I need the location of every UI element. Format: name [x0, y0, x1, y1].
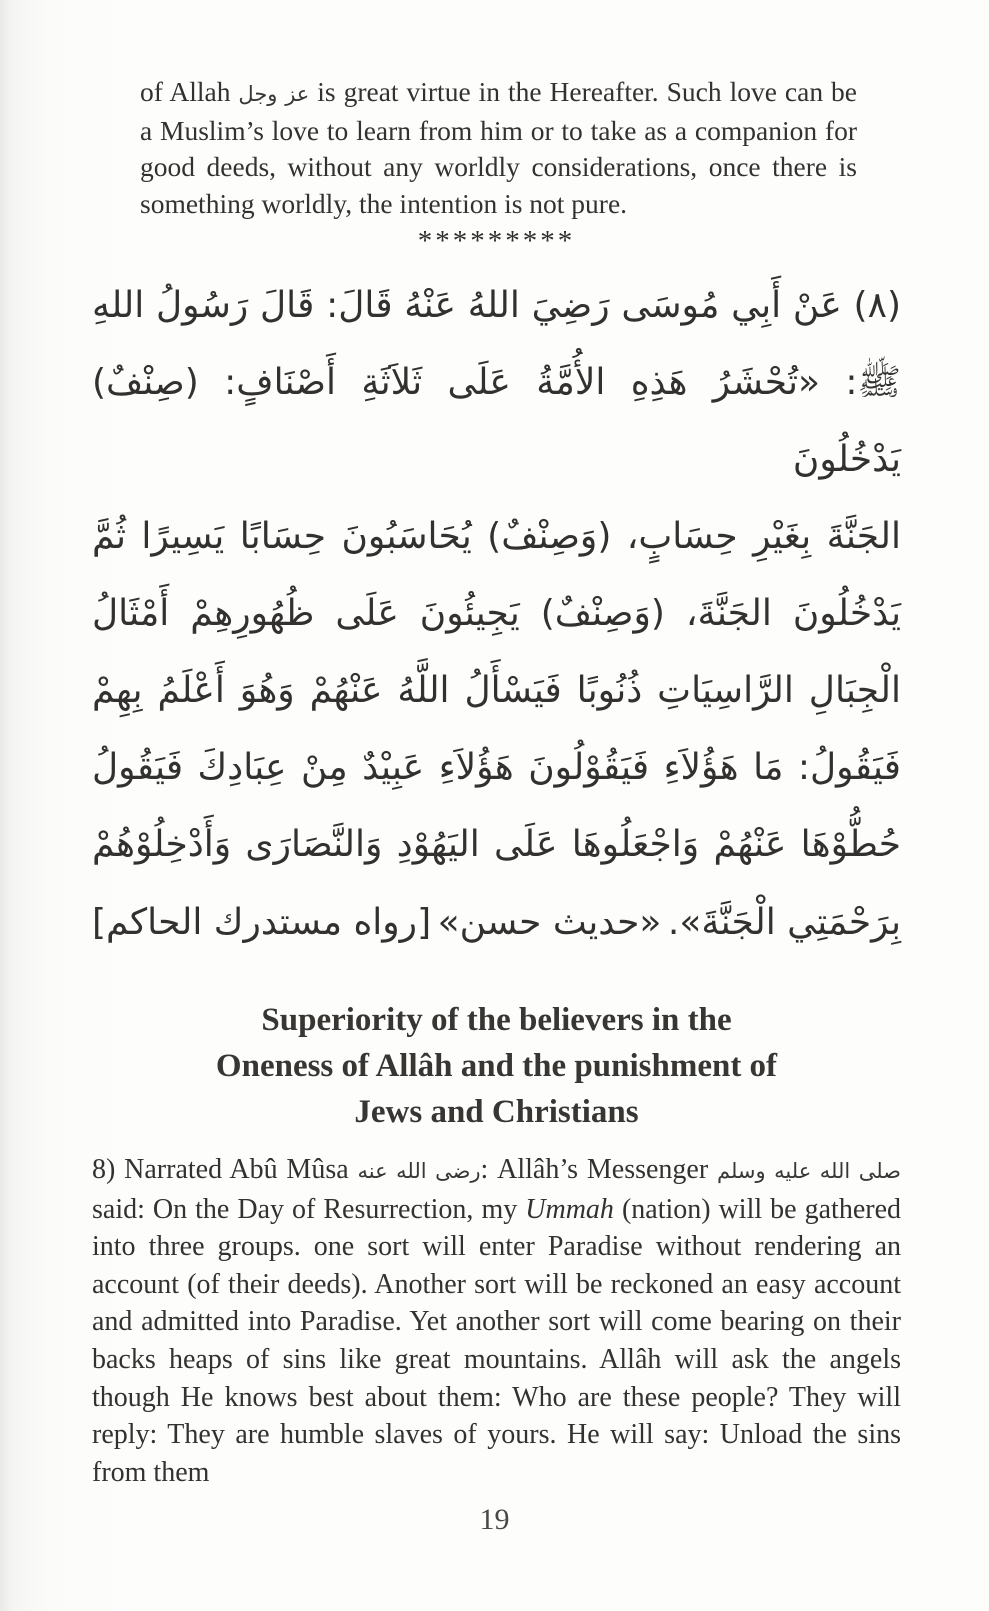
hadith-arabic-line: يَدْخُلُونَ الجَنَّةَ، (وَصِنْفٌ) يَجِيئُونَ عَلَى ظُهُورِهِمْ أَمْثَالُ — [92, 593, 901, 634]
hadith-arabic-block — [92, 267, 901, 963]
intro-text-start: of Allah — [140, 76, 239, 107]
hadith-arabic-line: فَيَقُولُ: مَا هَؤُلاَءِ فَيَقُوْلُونَ هَؤُلاَءِ عَبِيْدٌ مِنْ عِبَادِكَ فَيَقُولُ — [92, 747, 901, 788]
translation-text: 8) Narrated Abû Mûsa — [92, 1154, 358, 1185]
hadith-arabic-line: ﷺ: «تُحْشَرُ هَذِهِ الأُمَّةُ عَلَى ثَلاَثَةِ أَصْنَافٍ: (صِنْفٌ) يَدْخُلُونَ — [92, 362, 901, 480]
intro-text-end: is great virtue in the Hereafter. Such love can be a Muslim’s love to learn from him or to take as a companion for good deeds, without any worldly considerations, once there is something worldly, the intention is not pure. — [140, 76, 857, 219]
arabic-honorific-sallallahu-alayhi-wasallam: صلى الله عليه وسلم — [717, 1159, 901, 1183]
translation-text: : Allâh’s Messenger — [480, 1154, 717, 1185]
hadith-arabic-line: الْجِبَالِ الرَّاسِيَاتِ ذُنُوبًا فَيَسْأَلُ اللَّهُ عَنْهُمْ وَهُوَ أَعْلَمُ بِهِمْ — [92, 670, 901, 711]
section-heading-line: Oneness of Allâh and the punishment of — [215, 1048, 778, 1084]
translation-italic-ummah: Ummah — [525, 1193, 614, 1225]
hadith-closing-text: بِرَحْمَتِي الْجَنَّةَ». — [667, 902, 901, 943]
hadith-arabic-line: (٨) عَنْ أَبِي مُوسَى رَضِيَ اللهُ عَنْهُ قَالَ: قَالَ رَسُولُ اللهِ — [92, 285, 901, 326]
hadith-source-reference: [رواه مستدرك الحاكم] — [92, 902, 432, 943]
page-number: 19 — [479, 1503, 510, 1536]
arabic-honorific-radiallahu-anhu: رضى الله عنه — [357, 1159, 481, 1183]
hadith-grade: «حديث حسن» — [437, 902, 662, 943]
arabic-honorific-azza-wa-jall: عز وجل — [238, 82, 310, 106]
section-heading-line: Jews and Christians — [354, 1094, 639, 1130]
asterisk-separator: ********* — [417, 225, 576, 257]
section-heading-line: Superiority of the believers in the — [261, 1002, 732, 1038]
hadith-arabic-line: الجَنَّةَ بِغَيْرِ حِسَابٍ، (وَصِنْفٌ) يُحَاسَبُونَ حِسَابًا يَسِيرًا ثُمَّ — [92, 516, 901, 557]
translation-text: said: On the Day of Resurrection, my — [92, 1193, 526, 1225]
hadith-arabic-closing-line — [92, 883, 901, 963]
hadith-arabic-line: حُطُّوْهَا عَنْهُمْ وَاجْعَلُوهَا عَلَى اليَهُوْدِ وَالنَّصَارَى وَأَدْخِلُوْهُمْ — [92, 824, 901, 865]
hadith-translation-paragraph — [92, 1151, 901, 1491]
translation-text: (nation) will be gathered into three groups. one sort will enter Paradise without rendering an account (of their deeds). Another sort will be reckoned an easy account and admitted into Paradise. Yet another sort will come bearing on their backs heaps of sins like great mountains. Allâh will ask the angels though He knows best about them: Who are these people? They will reply: They are humble slaves of yours. He will say: Unload the sins from them — [92, 1193, 901, 1488]
intro-paragraph — [92, 74, 901, 222]
section-heading — [92, 997, 901, 1135]
